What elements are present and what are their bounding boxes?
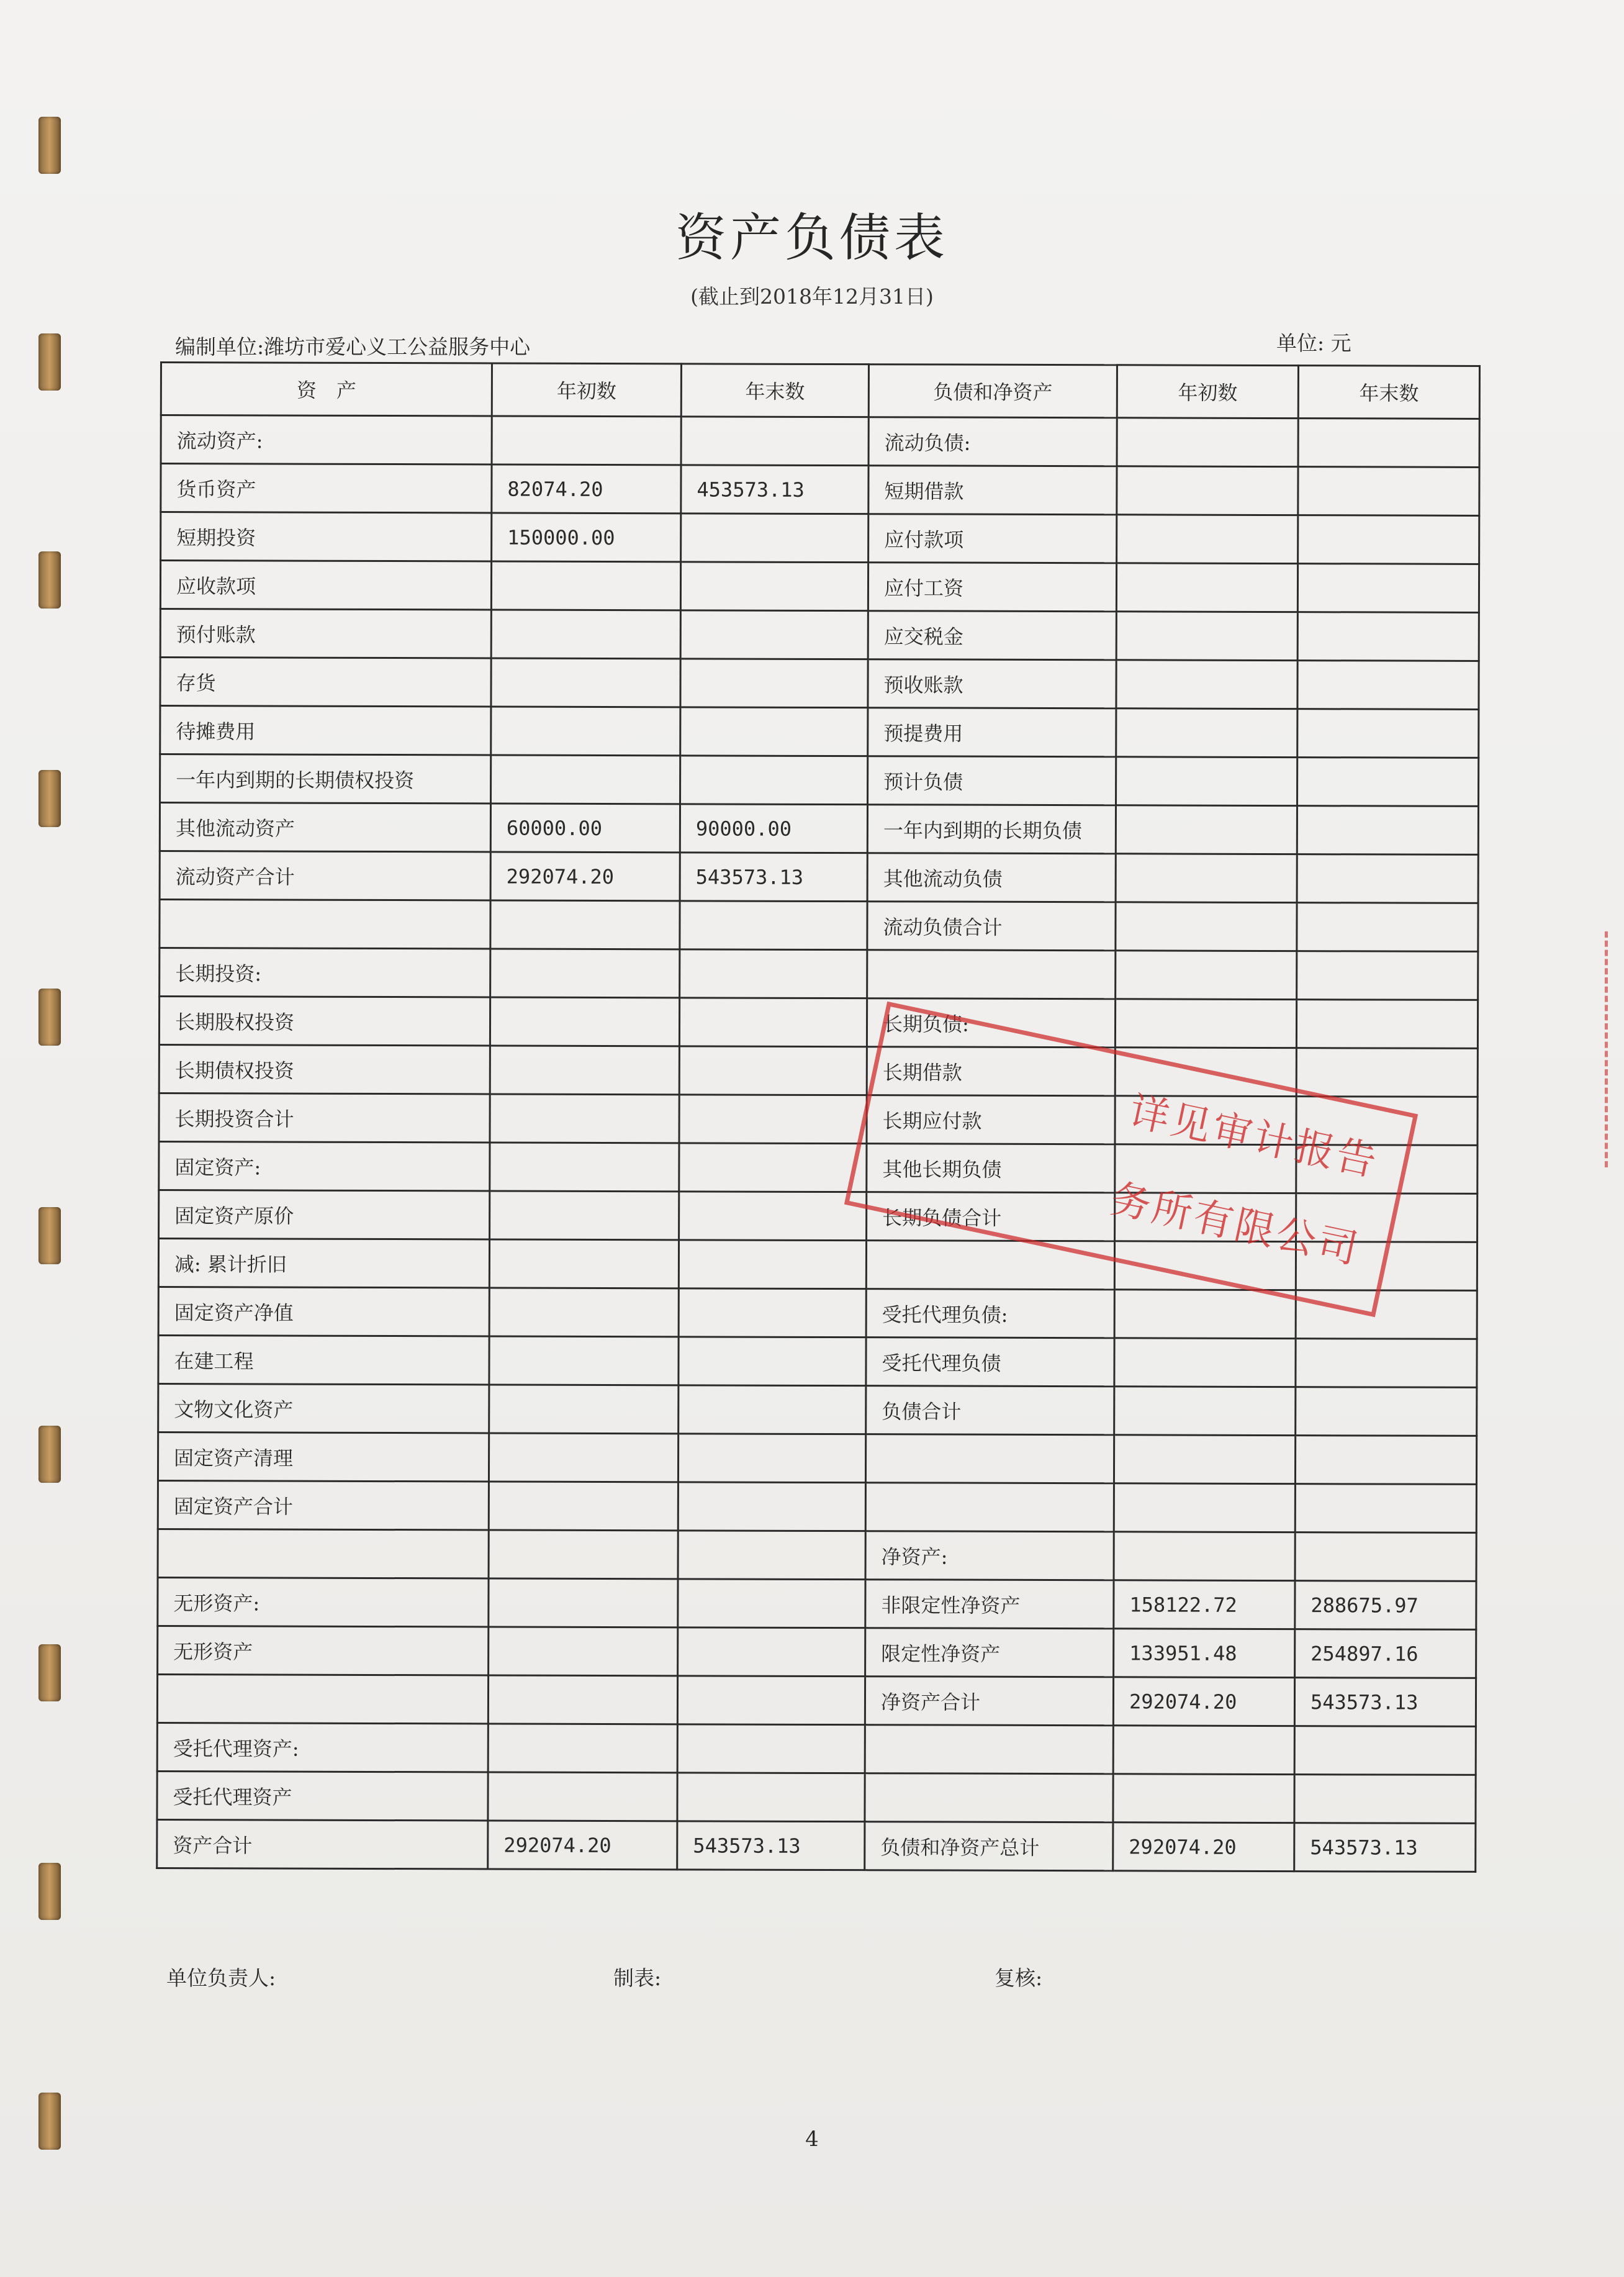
liability-item: 预计负债 [868,756,1116,805]
beginning-value [491,561,680,610]
responsible-label: 单位负责人: [166,1966,276,1990]
liability-item: 受托代理负债: [866,1289,1114,1338]
ending-value [680,707,868,756]
beginning-value [489,1482,678,1531]
ending-value [679,1095,867,1144]
liability-item [867,950,1116,999]
liability-item: 非限定性净资产 [865,1580,1114,1629]
beginning-value: 150000.00 [492,513,681,562]
prepared-by-label: 制表: [613,1966,662,1990]
beginning-value [1114,1387,1296,1436]
beginning-value [1116,902,1297,951]
liability-item [865,1434,1114,1483]
ending-value [678,1579,865,1628]
asset-item: 流动资产合计 [160,851,490,900]
table-row [158,1383,1477,1436]
beginning-value [488,1675,677,1724]
liability-item: 负债合计 [866,1386,1114,1435]
ending-value [1297,564,1479,613]
beginning-value [491,658,680,707]
ending-value [1296,1145,1477,1194]
ending-value [679,1385,866,1434]
beginning-value [490,1046,679,1095]
table-row [161,464,1479,516]
ending-value [1296,1000,1477,1049]
ending-value [1296,1048,1477,1097]
ending-value [1294,1726,1476,1775]
table-row [160,754,1479,807]
beginning-value [488,1772,677,1821]
liability-item: 长期应付款 [867,1095,1115,1144]
beginning-value: 158122.72 [1114,1580,1295,1629]
table-row [159,1190,1477,1242]
table-row [158,1238,1477,1290]
liability-item [866,1241,1114,1290]
ending-value [678,1434,865,1483]
table-row [161,415,1479,468]
beginning-value: 292074.20 [490,852,680,901]
ending-value [1297,806,1478,855]
beginning-value [489,1433,678,1482]
beginning-value [1116,805,1297,854]
ending-value [1297,854,1478,903]
beginning-value [1117,418,1298,467]
beginning-value [1114,1483,1295,1532]
ending-value [1297,612,1479,661]
beginning-value [489,1578,678,1627]
liability-item: 应付款项 [868,514,1117,563]
table-row [157,1819,1476,1872]
table-row [157,1771,1476,1823]
stamp-line-2: 务所有限公司 [1106,1175,1365,1274]
ending-value [679,998,867,1047]
header-liabilities-end: 年末数 [1298,366,1479,419]
binding-hole [38,1644,61,1701]
ending-value [1298,515,1479,564]
ending-value [678,1482,865,1531]
table-row [160,851,1478,903]
asset-item: 固定资产: [159,1141,490,1190]
ending-value: 543573.13 [677,1821,865,1870]
beginning-value [1115,1144,1296,1193]
table-row [160,900,1478,952]
liability-item: 流动负债合计 [867,902,1116,951]
beginning-value [1114,1241,1296,1290]
liability-item: 负债和净资产总计 [865,1822,1113,1871]
beginning-value: 133951.48 [1114,1629,1295,1678]
asset-item: 受托代理资产: [157,1722,488,1772]
asset-item: 其他流动资产 [160,803,490,852]
asset-item: 受托代理资产 [157,1771,488,1820]
beginning-value [1115,1048,1296,1097]
beginning-value: 60000.00 [490,804,680,853]
beginning-value [491,755,680,804]
beginning-value [492,416,681,465]
liability-item [865,1773,1113,1822]
header-liabilities: 负债和净资产 [868,364,1117,418]
liability-item: 净资产合计 [865,1677,1113,1726]
asset-item: 在建工程 [158,1335,489,1384]
header-assets-end: 年末数 [681,364,868,417]
asset-item: 无形资产: [158,1577,489,1626]
reviewed-by-label: 复核: [995,1966,1043,1990]
binding-hole [38,551,61,609]
asset-item: 长期投资: [160,948,490,997]
edge-seal-fragment [1605,931,1624,1167]
table-row [158,1577,1476,1629]
ending-value: 90000.00 [680,804,867,853]
beginning-value [490,997,679,1046]
table-row [160,658,1479,710]
ending-value [1295,1484,1476,1533]
ending-value [1297,709,1479,758]
asset-item: 文物文化资产 [158,1383,489,1433]
beginning-value [1114,1290,1296,1339]
beginning-value [489,1239,679,1288]
table-row [159,1141,1477,1193]
asset-item: 长期债权投资 [159,1044,490,1093]
asset-item [158,1529,489,1578]
asset-item [160,900,490,949]
ending-value [680,756,868,805]
ending-value [1298,419,1479,468]
beginning-value [490,1094,679,1143]
table-row [158,1287,1477,1339]
asset-item: 长期投资合计 [159,1093,490,1142]
asset-item: 减: 累计折旧 [158,1238,489,1287]
ending-value [677,1773,865,1822]
binding-hole [38,1207,61,1264]
asset-item: 应收款项 [160,561,491,610]
table-row [158,1529,1476,1581]
ending-value [677,1676,865,1725]
binding-hole [38,1426,61,1483]
header-liabilities-begin: 年初数 [1117,365,1298,419]
table-row [158,1432,1476,1484]
beginning-value [1115,999,1296,1048]
ending-value [680,610,868,659]
beginning-value [489,1530,678,1579]
ending-value [679,1288,866,1338]
beginning-value [1117,515,1298,564]
liability-item: 流动负债: [868,417,1117,466]
asset-item: 流动资产: [161,415,492,464]
ending-value [1297,903,1478,952]
ending-value [1295,1532,1476,1582]
beginning-value [1116,660,1297,709]
liability-item [865,1483,1114,1532]
table-row [161,512,1479,564]
ending-value [678,1531,865,1580]
table-row [160,609,1479,661]
ending-value [1296,1193,1477,1243]
currency-unit: 单位: 元 [1276,331,1351,355]
beginning-value [1116,854,1297,903]
header-row [161,363,1479,419]
table-row [158,1480,1476,1532]
ending-value [1296,1242,1477,1291]
asset-item: 固定资产清理 [158,1432,489,1481]
beginning-value [489,1385,679,1434]
liability-item: 其他长期负债 [867,1144,1115,1193]
table-row [157,1722,1476,1775]
table-row [158,1335,1477,1387]
beginning-value [1114,1532,1295,1581]
liability-item [865,1725,1113,1774]
beginning-value [1116,563,1297,612]
beginning-value [1114,1435,1295,1484]
asset-item: 短期投资 [161,512,492,561]
table-row [160,561,1479,613]
ending-value [1297,758,1479,807]
asset-item: 存货 [160,658,491,707]
ending-value [1295,1436,1476,1485]
ending-value [680,659,868,708]
ending-value [1296,1387,1477,1436]
ending-value [679,1192,867,1241]
beginning-value [1116,951,1297,1000]
ending-value [680,949,867,998]
liability-item: 应交税金 [868,611,1116,660]
beginning-value [490,1143,679,1192]
liability-item: 预收账款 [868,659,1116,708]
ending-value [677,1724,865,1773]
ending-value [679,1337,866,1386]
beginning-value [1115,1193,1296,1242]
liability-item: 长期负债: [867,998,1115,1048]
liability-item: 短期借款 [868,466,1117,515]
binding-hole [38,770,61,827]
balance-sheet-table [156,361,1481,1873]
asset-item: 无形资产 [158,1626,489,1675]
beginning-value: 82074.20 [492,464,681,514]
ending-value: 254897.16 [1295,1629,1476,1678]
table-row [159,1093,1477,1145]
ending-value [1297,951,1478,1000]
beginning-value [1114,1338,1296,1387]
beginning-value [490,949,680,998]
binding-hole [38,1863,61,1920]
liability-item: 预提费用 [868,708,1116,757]
asset-item: 资产合计 [157,1819,488,1868]
stamp-line-1: 详见审计报告 [1125,1088,1383,1186]
liability-item: 应付工资 [868,563,1116,612]
liability-item: 其他流动负债 [867,853,1116,902]
liability-item: 限定性净资产 [865,1628,1114,1677]
beginning-value [1116,708,1297,758]
binding-hole [38,333,61,391]
table-row [158,1626,1476,1678]
ending-value [680,901,867,950]
binding-hole [38,117,61,174]
beginning-value: 292074.20 [488,1821,677,1870]
table-row [159,997,1477,1049]
asset-item: 预付账款 [160,609,491,658]
table-row [160,706,1479,758]
beginning-value [1113,1774,1294,1823]
header-assets-begin: 年初数 [492,363,681,417]
beginning-value [1116,612,1297,661]
ending-value [681,417,868,466]
page-number: 4 [805,2127,819,2152]
beginning-value [490,1191,679,1240]
liability-item: 一年内到期的长期负债 [867,805,1116,854]
ending-value [1296,1097,1477,1146]
ending-value [1297,661,1479,710]
liability-item: 长期借款 [867,1047,1115,1096]
ending-value [679,1143,867,1192]
beginning-value [1115,1096,1296,1145]
ending-value: 543573.13 [1294,1823,1476,1872]
binding-hole [38,989,61,1046]
ending-value: 543573.13 [1294,1678,1476,1727]
liability-item: 净资产: [865,1531,1114,1580]
table-body [157,415,1480,1872]
beginning-value: 292074.20 [1113,1677,1294,1726]
beginning-value [1116,757,1297,806]
page-title: 资产负债表 [675,209,949,268]
ending-value [680,562,868,611]
ending-value [678,1627,865,1677]
preparer-label: 编制单位:潍坊市爱心义工公益服务中心 [175,335,531,359]
beginning-value [491,610,680,659]
ending-value: 453573.13 [681,465,868,514]
beginning-value [488,1724,677,1773]
asset-item: 固定资产原价 [159,1190,490,1239]
date-subtitle: (截止到2018年12月31日) [690,284,934,309]
asset-item: 固定资产合计 [158,1480,489,1529]
beginning-value [489,1627,678,1676]
liability-item: 长期负债合计 [867,1192,1115,1241]
beginning-value [1117,466,1298,515]
beginning-value: 292074.20 [1113,1822,1294,1872]
ending-value [1294,1775,1476,1824]
asset-item: 长期股权投资 [159,997,490,1046]
ending-value [1296,1290,1477,1339]
asset-item [157,1674,488,1723]
beginning-value [489,1336,679,1385]
table-row [160,948,1478,1000]
asset-item: 货币资产 [161,464,492,513]
asset-item: 固定资产净值 [158,1287,489,1336]
ending-value: 543573.13 [680,853,867,902]
table-row [157,1674,1476,1726]
beginning-value [491,707,680,756]
liability-item: 受托代理负债 [866,1338,1114,1387]
beginning-value [489,1288,679,1337]
ending-value: 288675.97 [1295,1581,1476,1630]
ending-value [681,514,868,563]
table-row [160,803,1478,855]
asset-item: 待摊费用 [160,706,491,755]
ending-value [1298,467,1479,516]
ending-value [1296,1339,1477,1388]
asset-item: 一年内到期的长期债权投资 [160,754,491,804]
ending-value [679,1046,867,1095]
beginning-value [1113,1726,1294,1775]
header-assets: 资 产 [161,363,492,416]
table-row [159,1044,1477,1097]
ending-value [679,1240,866,1289]
beginning-value [490,900,680,949]
